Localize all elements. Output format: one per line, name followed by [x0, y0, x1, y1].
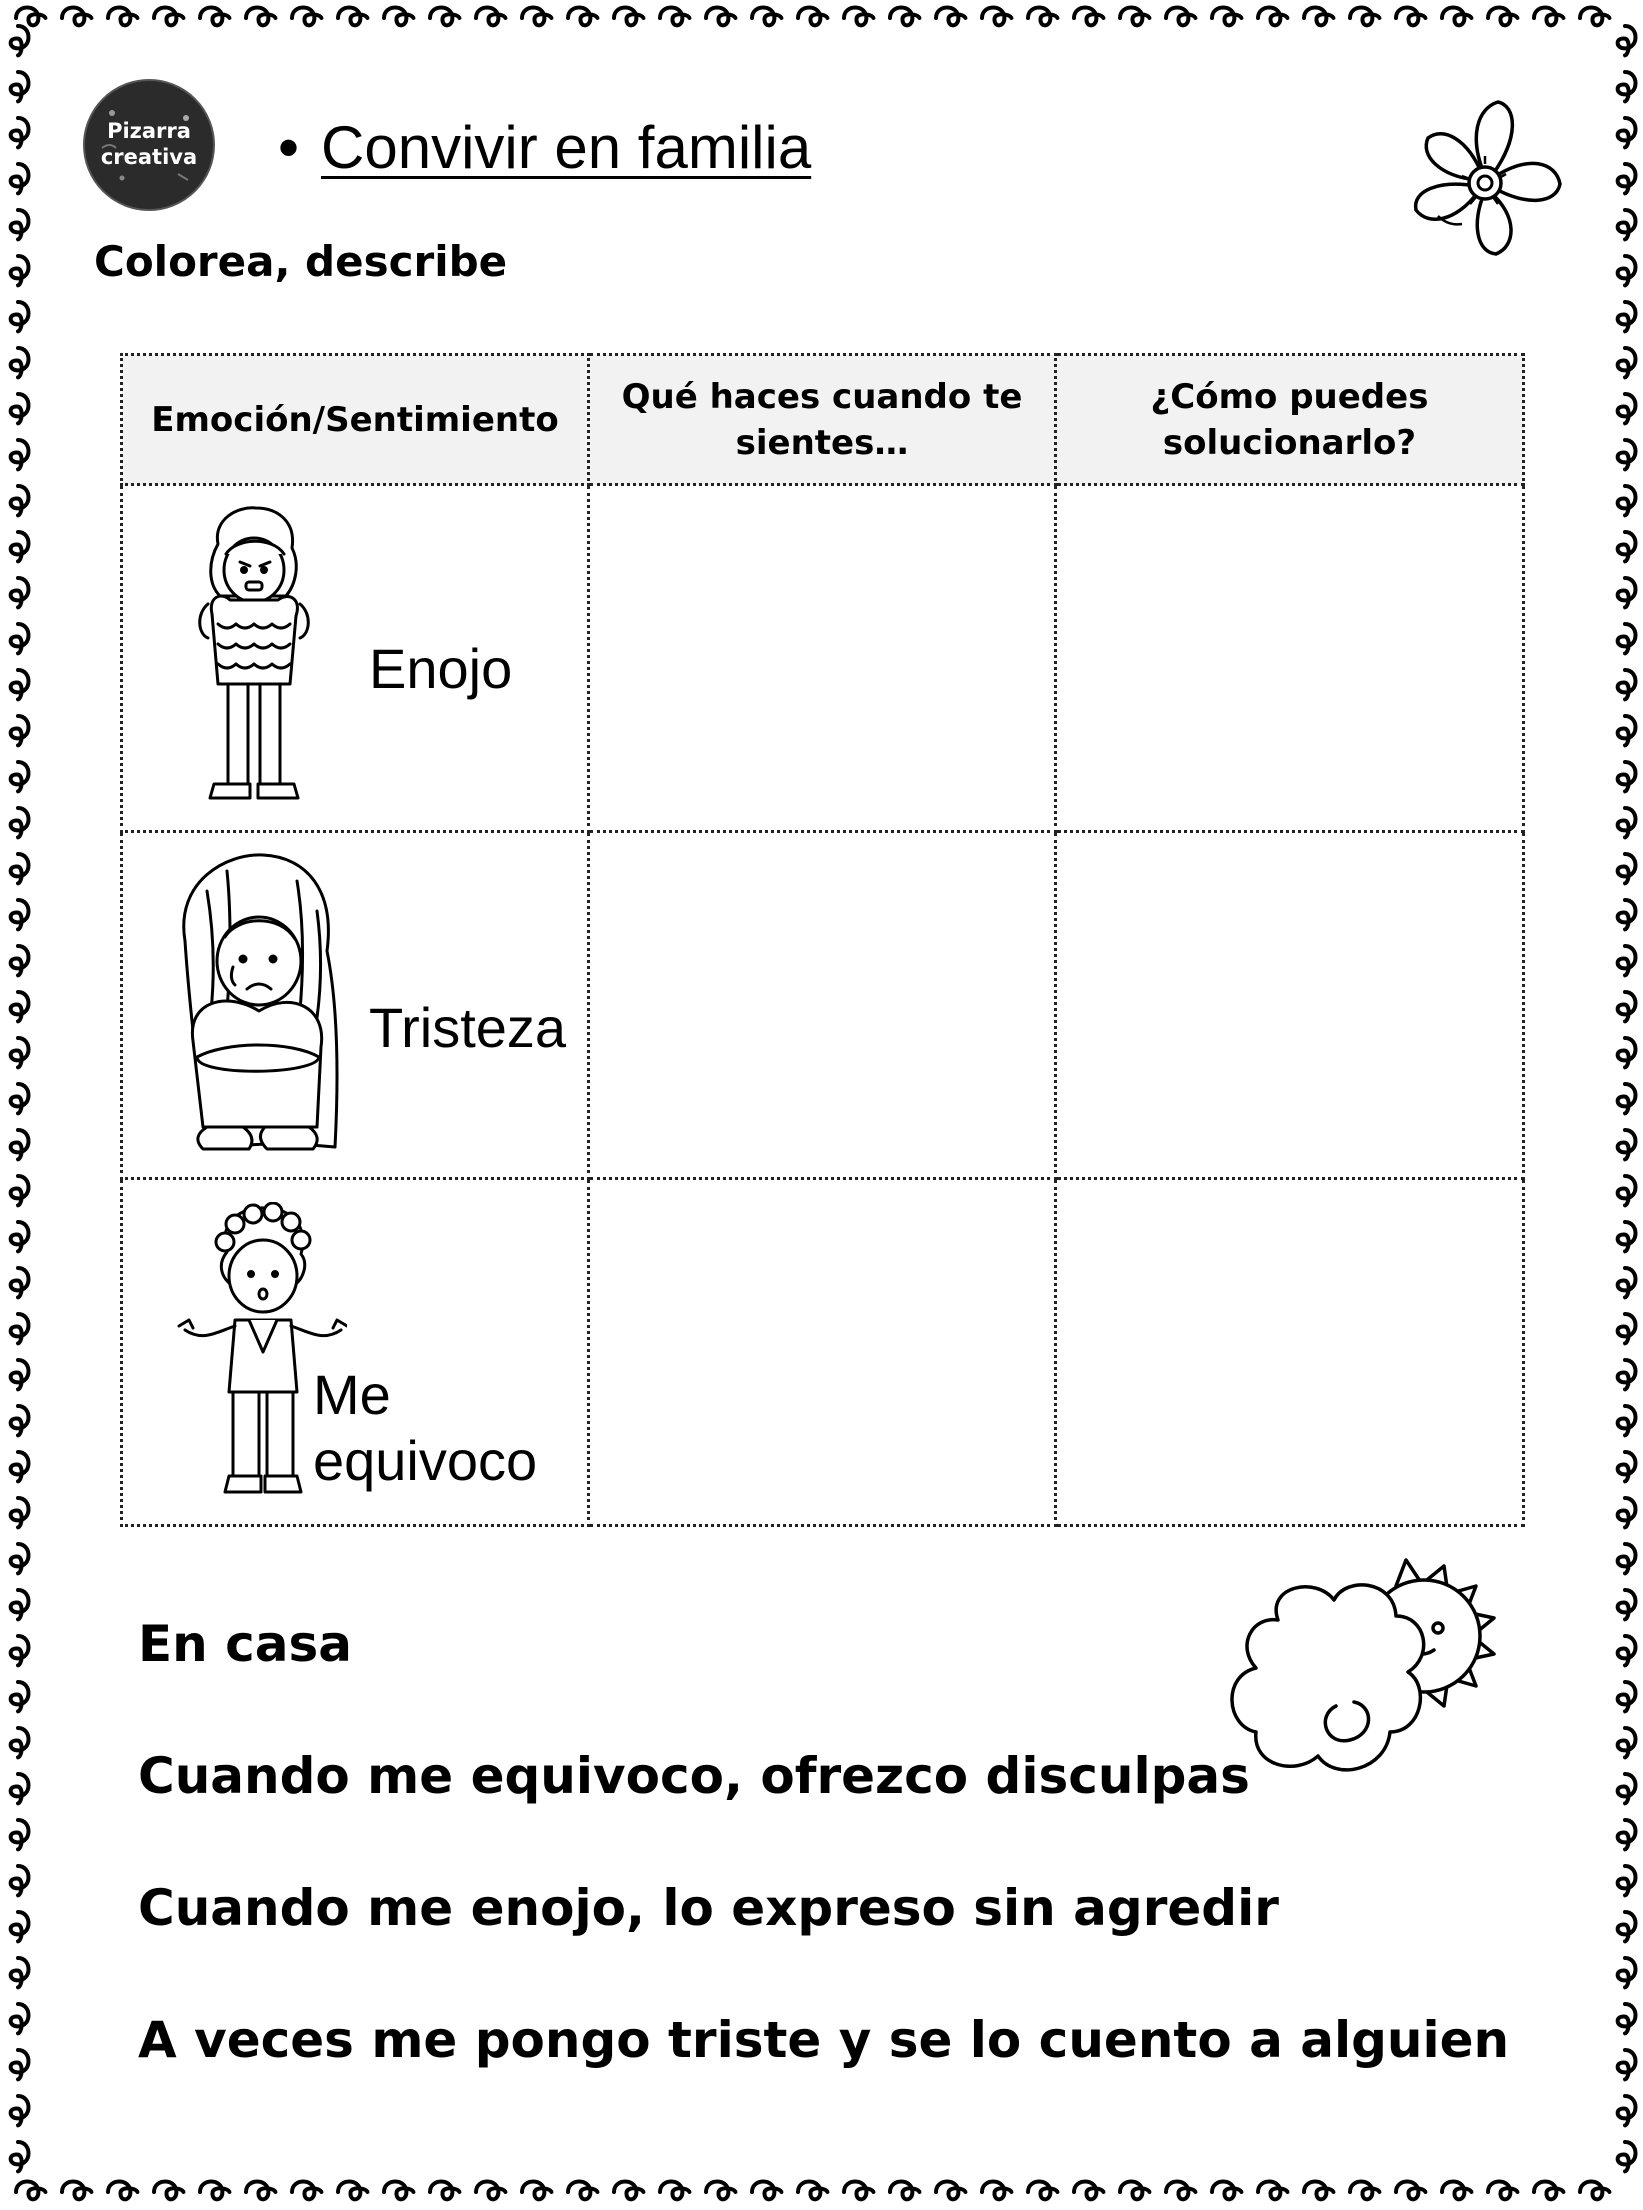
border-swirl: [798, 8, 827, 26]
border-swirl: [1618, 2050, 1636, 2079]
border-swirl: [1120, 2182, 1149, 2200]
border-swirl: [11, 1452, 29, 1481]
border-swirl: [1618, 486, 1636, 515]
border-swirl: [108, 8, 137, 26]
border-swirl: [1350, 8, 1379, 26]
border-swirl: [1166, 2182, 1195, 2200]
border-swirl: [11, 2004, 29, 2033]
border-swirl: [11, 256, 29, 285]
border-swirl: [890, 2182, 919, 2200]
border-swirl: [1618, 1406, 1636, 1435]
border-swirl: [11, 1544, 29, 1573]
border-swirl: [706, 8, 735, 26]
border-swirl: [1618, 1590, 1636, 1619]
border-swirl: [1618, 72, 1636, 101]
emotion-label-tristeza: Tristeza: [369, 996, 567, 1059]
border-swirl: [936, 2182, 965, 2200]
border-swirl: [890, 8, 919, 26]
border-swirl: [1350, 2182, 1379, 2200]
border-swirl: [1580, 2182, 1609, 2200]
border-swirl: [11, 1912, 29, 1941]
border-swirl: [614, 8, 643, 26]
border-swirl: [1618, 624, 1636, 653]
border-swirl: [1074, 2182, 1103, 2200]
border-swirl: [1618, 1728, 1636, 1757]
border-swirl: [11, 1682, 29, 1711]
border-swirl: [1618, 1866, 1636, 1895]
border-swirl: [1618, 854, 1636, 883]
border-swirl: [62, 2182, 91, 2200]
border-swirl: [1028, 2182, 1057, 2200]
border-swirl: [1618, 762, 1636, 791]
border-swirl: [11, 1820, 29, 1849]
flower-icon: [1398, 96, 1568, 266]
header-emotion: Emoción/Sentimiento: [122, 355, 589, 485]
border-swirl: [1618, 2096, 1636, 2125]
answer-cell-how-to-solve[interactable]: [1056, 832, 1524, 1179]
border-swirl: [430, 2182, 459, 2200]
border-swirl: [1618, 1912, 1636, 1941]
border-swirl: [1212, 8, 1241, 26]
title-bullet: •: [278, 114, 300, 181]
border-swirl: [1618, 210, 1636, 239]
border-swirl: [522, 8, 551, 26]
border-swirl: [1618, 1544, 1636, 1573]
border-swirl: [11, 1360, 29, 1389]
border-swirl: [1396, 2182, 1425, 2200]
border-swirl: [1618, 1498, 1636, 1527]
border-swirl: [1442, 8, 1471, 26]
border-swirl: [108, 2182, 137, 2200]
border-swirl: [292, 2182, 321, 2200]
answer-cell-how-to-solve[interactable]: [1056, 485, 1524, 832]
border-swirl: [1618, 1774, 1636, 1803]
emotion-label-me: Me: [313, 1363, 391, 1426]
border-swirl: [1534, 2182, 1563, 2200]
emotion-label-enojo: Enojo: [369, 637, 513, 700]
border-swirl: [1580, 8, 1609, 26]
border-swirl: [11, 1498, 29, 1527]
border-swirl: [11, 1636, 29, 1665]
border-swirl: [1618, 1268, 1636, 1297]
border-swirl: [568, 2182, 597, 2200]
border-swirl: [844, 8, 873, 26]
border-swirl: [1258, 8, 1287, 26]
border-swirl: [11, 210, 29, 239]
border-swirl: [11, 118, 29, 147]
border-swirl: [568, 8, 597, 26]
border-swirl: [1304, 8, 1333, 26]
border-swirl: [1618, 1314, 1636, 1343]
border-swirl: [11, 440, 29, 469]
border-swirl: [338, 8, 367, 26]
bottom-line-2: Cuando me enojo, lo expreso sin agredir: [138, 1879, 1279, 1937]
border-swirl: [292, 8, 321, 26]
border-swirl: [11, 164, 29, 193]
bottom-line-1: Cuando me equivoco, ofrezco disculpas: [138, 1747, 1250, 1805]
border-swirl: [1618, 992, 1636, 1021]
border-swirl: [844, 2182, 873, 2200]
border-swirl: [1618, 1176, 1636, 1205]
border-swirl: [982, 2182, 1011, 2200]
border-swirl: [338, 2182, 367, 2200]
border-swirl: [660, 2182, 689, 2200]
border-swirl: [11, 1222, 29, 1251]
table-row: [122, 832, 1524, 1179]
answer-cell-how-to-solve[interactable]: [1056, 1179, 1524, 1526]
border-swirl: [11, 1958, 29, 1987]
emotion-cell: [122, 832, 589, 1179]
border-swirl: [798, 2182, 827, 2200]
border-swirl: [1442, 2182, 1471, 2200]
border-swirl: [11, 762, 29, 791]
sun-cloud-icon: [1226, 1556, 1566, 1792]
border-swirl: [11, 532, 29, 561]
border-swirl: [1166, 8, 1195, 26]
border-swirl: [1488, 2182, 1517, 2200]
border-swirl: [476, 2182, 505, 2200]
sad-girl-illustration: [167, 851, 347, 1166]
border-swirl: [1074, 8, 1103, 26]
border-swirl: [1120, 8, 1149, 26]
pizarra-creativa-logo: [82, 78, 216, 212]
border-swirl: [1618, 440, 1636, 469]
border-swirl: [11, 1774, 29, 1803]
border-swirl: [11, 486, 29, 515]
border-swirl: [11, 716, 29, 745]
border-swirl: [1618, 946, 1636, 975]
border-swirl: [11, 348, 29, 377]
answer-cell-what-you-do[interactable]: [589, 1179, 1056, 1526]
border-swirl: [1618, 578, 1636, 607]
border-swirl: [11, 1268, 29, 1297]
border-swirl: [1618, 1222, 1636, 1251]
answer-cell-what-you-do[interactable]: [589, 485, 1056, 832]
border-swirl: [1618, 670, 1636, 699]
border-swirl: [11, 854, 29, 883]
table-row: [122, 485, 1524, 832]
border-swirl: [1618, 1452, 1636, 1481]
border-swirl: [11, 578, 29, 607]
border-swirl: [752, 8, 781, 26]
border-swirl: [1618, 2142, 1636, 2171]
border-swirl: [11, 1406, 29, 1435]
border-swirl: [11, 1084, 29, 1113]
border-swirl: [11, 1176, 29, 1205]
border-swirl: [1618, 2004, 1636, 2033]
border-swirl: [1618, 900, 1636, 929]
border-swirl: [200, 8, 229, 26]
border-swirl: [706, 2182, 735, 2200]
emotion-label-equivoco: equivoco: [313, 1429, 538, 1492]
border-swirl: [11, 624, 29, 653]
emotion-cell: [122, 485, 589, 832]
header-how-to-solve: ¿Cómo puedes solucionarlo?: [1056, 355, 1524, 485]
border-swirl: [1304, 2182, 1333, 2200]
border-swirl: [1258, 2182, 1287, 2200]
border-swirl: [1618, 1636, 1636, 1665]
border-swirl: [1618, 1682, 1636, 1711]
border-swirl: [384, 2182, 413, 2200]
logo-text-1: Pizarra: [107, 119, 191, 143]
border-swirl: [154, 2182, 183, 2200]
border-swirl: [1618, 808, 1636, 837]
border-swirl: [11, 900, 29, 929]
border-swirl: [1618, 118, 1636, 147]
border-swirl: [1618, 256, 1636, 285]
border-swirl: [16, 2182, 45, 2200]
border-swirl: [614, 2182, 643, 2200]
border-swirl: [11, 2096, 29, 2125]
border-swirl: [11, 670, 29, 699]
border-swirl: [430, 8, 459, 26]
border-swirl: [11, 1866, 29, 1895]
border-swirl: [11, 394, 29, 423]
angry-girl-illustration: [178, 504, 328, 814]
border-swirl: [11, 1314, 29, 1343]
table-row: [122, 1179, 1524, 1526]
instruction: Colorea, describe: [94, 237, 508, 286]
border-swirl: [154, 8, 183, 26]
bottom-heading: En casa: [138, 1615, 353, 1673]
border-swirl: [1396, 8, 1425, 26]
border-swirl: [11, 302, 29, 331]
border-swirl: [246, 8, 275, 26]
border-swirl: [11, 2142, 29, 2171]
border-swirl: [1618, 164, 1636, 193]
border-swirl: [1028, 8, 1057, 26]
border-swirl: [1618, 1084, 1636, 1113]
border-swirl: [11, 1130, 29, 1159]
page-title: [278, 108, 811, 188]
border-swirl: [11, 1038, 29, 1067]
border-swirl: [1618, 1360, 1636, 1389]
border-swirl: [1618, 1820, 1636, 1849]
border-swirl: [1618, 1038, 1636, 1067]
border-swirl: [200, 2182, 229, 2200]
border-swirl: [11, 2050, 29, 2079]
table-header-row: [122, 355, 1524, 485]
logo-text-2: creativa: [100, 145, 198, 169]
border-swirl: [1618, 716, 1636, 745]
border-swirl: [11, 992, 29, 1021]
border-swirl: [1488, 8, 1517, 26]
emotion-cell: [122, 1179, 589, 1526]
border-swirl: [11, 26, 29, 55]
border-swirl: [752, 2182, 781, 2200]
border-swirl: [11, 946, 29, 975]
border-swirl: [1618, 1958, 1636, 1987]
title-text: Convivir en familia: [321, 114, 812, 181]
border-swirl: [936, 8, 965, 26]
border-swirl: [660, 8, 689, 26]
border-swirl: [246, 2182, 275, 2200]
border-swirl: [384, 8, 413, 26]
border-swirl: [62, 8, 91, 26]
border-swirl: [1534, 8, 1563, 26]
border-swirl: [1212, 2182, 1241, 2200]
header-what-you-do: Qué haces cuando te sientes…: [589, 355, 1056, 485]
border-swirl: [1618, 394, 1636, 423]
border-swirl: [522, 2182, 551, 2200]
border-swirl: [16, 8, 45, 26]
border-swirl: [11, 72, 29, 101]
border-swirl: [1618, 348, 1636, 377]
border-swirl: [1618, 1130, 1636, 1159]
bottom-line-3: A veces me pongo triste y se lo cuento a alguien: [138, 2011, 1510, 2069]
answer-cell-what-you-do[interactable]: [589, 832, 1056, 1179]
border-swirl: [1618, 26, 1636, 55]
emotions-table: [120, 353, 1525, 1527]
border-swirl: [1618, 532, 1636, 561]
border-swirl: [1618, 302, 1636, 331]
border-swirl: [11, 1590, 29, 1619]
border-swirl: [982, 8, 1011, 26]
border-swirl: [11, 808, 29, 837]
border-swirl: [11, 1728, 29, 1757]
border-swirl: [476, 8, 505, 26]
